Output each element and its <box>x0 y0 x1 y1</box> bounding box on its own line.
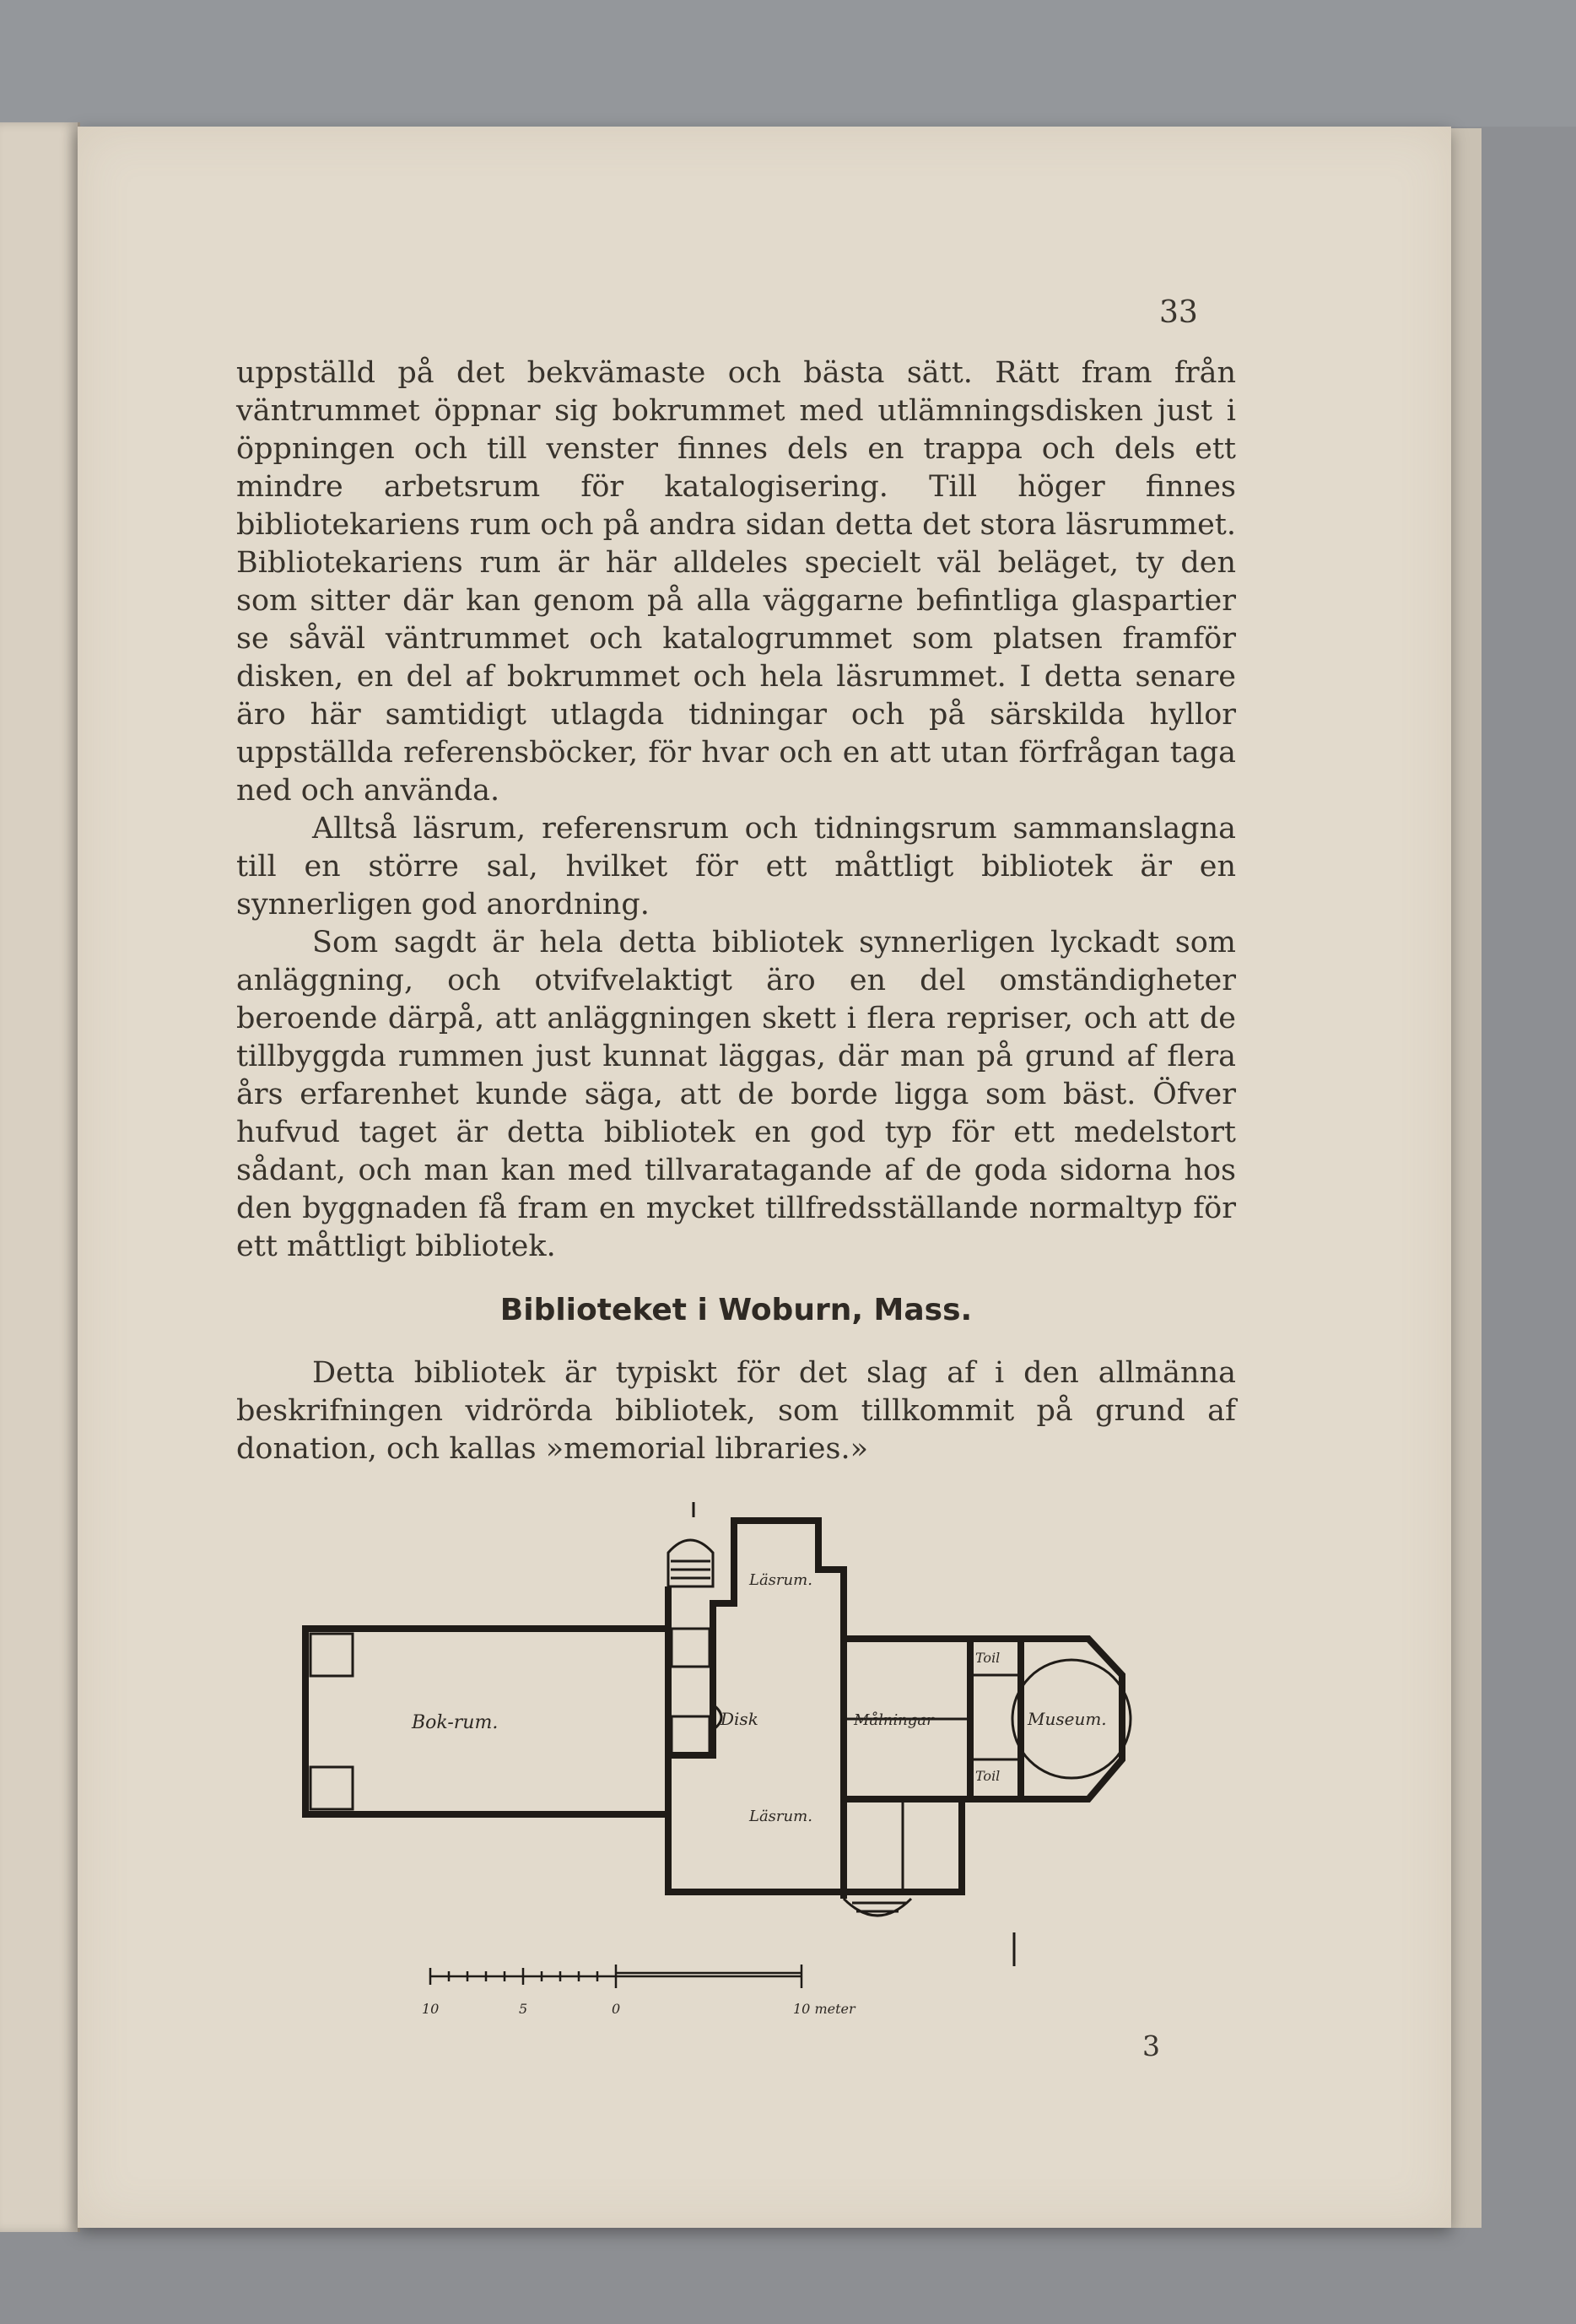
scale-tick-label: 10 <box>422 2001 440 2017</box>
stair-mid-bottom <box>672 1716 710 1754</box>
scale-tick-label: 0 <box>612 2001 621 2017</box>
stair-top-left <box>310 1634 353 1676</box>
plan-label-toil-top: Toil <box>975 1650 1001 1666</box>
plan-label-malningar: Målningar <box>854 1711 934 1729</box>
floor-plan <box>287 1502 1181 1975</box>
plan-label-bokrum: Bok-rum. <box>412 1712 499 1733</box>
plan-label-lasrum-top: Läsrum. <box>749 1571 812 1589</box>
stair-bottom-left <box>310 1767 353 1809</box>
stair-mid-top <box>672 1629 710 1667</box>
section-heading: Biblioteket i Woburn, Mass. <box>499 1293 973 1327</box>
scale-tick-label: 5 <box>519 2001 528 2017</box>
intro-paragraph: Detta bibliotek är typiskt för det slag af i den allmänna beskrifningen vidrörda bibliotek, som tillkommit på grund af donation, och kallas »memorial libraries.» <box>236 1356 1236 1466</box>
plan-label-museum: Museum. <box>1028 1709 1107 1729</box>
page-number: 33 <box>1159 295 1198 330</box>
entrance-stair <box>668 1540 713 1586</box>
scale-bar <box>422 1958 945 2034</box>
facing-page-edge <box>0 122 80 2232</box>
body-text <box>236 354 1236 1266</box>
paragraph: Som sagdt är hela detta bibliotek synnerligen lyckadt som anläggning, och otvifvelaktigt äro en del omständigheter beroende därpå, att anläggningen skett i flera repriser, och att de tillbyggda rummen just kunnat läggas, där man på grund af flera års erfarenhet kunde säga, att de borde ligga som bäst. Öfver hufvud taget är detta bibliotek en god typ för ett medelstort sådant, och man kan med tillvaratagande af de goda sidorna hos den byggnaden få fram en mycket tillfredsställande normaltyp för ett måttligt bibliotek. <box>236 926 1236 1263</box>
plan-label-lasrum-bottom: Läsrum. <box>749 1808 812 1825</box>
scan-background <box>0 0 1576 127</box>
paragraph: Alltså läsrum, referensrum och tidningsrum sammanslagna till en större sal, hvilket för ett måttligt bibliotek är en synnerligen god anordning. <box>236 812 1236 921</box>
plan-label-disk: Disk <box>721 1709 758 1729</box>
rear-stair <box>844 1899 911 1916</box>
scale-tick-label: 10 meter <box>793 2001 855 2017</box>
paragraph: uppställd på det bekvämaste och bästa sätt. Rätt fram från väntrummet öppnar sig bokrummet med utlämningsdisken just i öppningen och till venster finnes dels en trappa och dels ett mindre arbetsrum för katalogisering. Till höger finnes bibliotekariens rum och på andra sidan detta det stora läsrummet. Bibliotekariens rum är här alldeles specielt väl beläget, ty den som sitter där kan genom på alla väggarne befintliga glaspartier se såväl väntrummet och katalogrummet som platsen framför disken, en del af bokrummet och hela läsrummet. I detta senare äro här samtidigt utlagda tidningar och på särskilda hyllor uppställda referensböcker, för hvar och en att utan förfrågan taga ned och använda. <box>236 356 1236 808</box>
plan-label-toil-bottom: Toil <box>975 1768 1001 1784</box>
signature-number: 3 <box>1142 2029 1160 2062</box>
